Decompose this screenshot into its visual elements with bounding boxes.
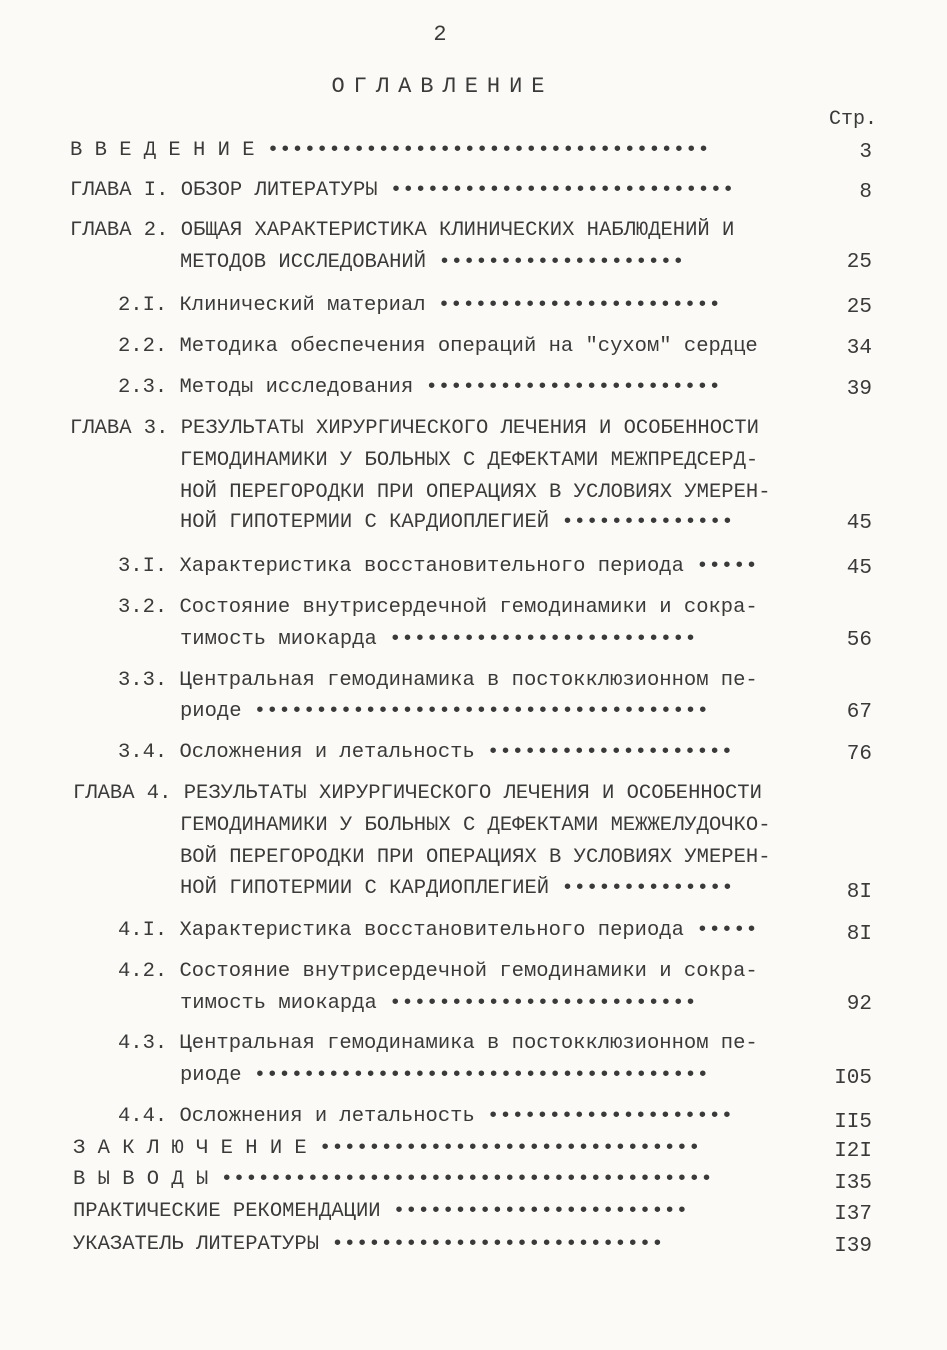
page-number: 2	[433, 22, 447, 47]
toc-line: НОЙ ГИПОТЕРМИИ С КАРДИОПЛЕГИЕЙ ••••••••••••••	[180, 877, 734, 900]
toc-line: 4.4. Осложнения и летальность ••••••••••••••••••••	[118, 1105, 734, 1128]
toc-line: 3.2. Состояние внутрисердечной гемодинамики и сокра-	[118, 596, 758, 619]
toc-page-number: 39	[846, 378, 872, 401]
toc-line: ГЕМОДИНАМИКИ У БОЛЬНЫХ С ДЕФЕКТАМИ МЕЖЖЕЛУДОЧКО-	[180, 814, 771, 837]
toc-line: ГЛАВА I. ОБЗОР ЛИТЕРАТУРЫ ••••••••••••••••••••••••••••	[70, 179, 735, 202]
toc-line: З А К Л Ю Ч Е Н И Е •••••••••••••••••••••••••••••••	[73, 1137, 701, 1160]
toc-line: 4.I. Характеристика восстановительного периода •••••	[118, 919, 758, 942]
toc-line: тимость миокарда •••••••••••••••••••••••••	[180, 992, 697, 1015]
toc-line: ГЛАВА 2. ОБЩАЯ ХАРАКТЕРИСТИКА КЛИНИЧЕСКИХ НАБЛЮДЕНИЙ И	[70, 219, 735, 242]
toc-line: НОЙ ГИПОТЕРМИИ С КАРДИОПЛЕГИЕЙ ••••••••••••••	[180, 511, 734, 534]
page-title: ОГЛАВЛЕНИЕ	[331, 74, 554, 99]
toc-line: тимость миокарда •••••••••••••••••••••••••	[180, 628, 697, 651]
toc-line: 4.2. Состояние внутрисердечной гемодинамики и сокра-	[118, 960, 758, 983]
toc-line: 2.I. Клинический материал •••••••••••••••••••••••	[118, 294, 721, 317]
toc-page-number: I35	[834, 1172, 872, 1195]
toc-page-number: 76	[846, 743, 872, 766]
toc-line: В В Е Д Е Н И Е ••••••••••••••••••••••••••••••••••••	[70, 139, 710, 162]
page-column-label: Стр.	[828, 108, 877, 131]
toc-line: 2.2. Методика обеспечения операций на "сухом" сердце	[118, 335, 758, 358]
toc-page-number: I05	[834, 1067, 872, 1090]
toc-line: ВОЙ ПЕРЕГОРОДКИ ПРИ ОПЕРАЦИЯХ В УСЛОВИЯХ УМЕРЕН-	[180, 846, 771, 869]
toc-page-number: 3	[859, 141, 872, 164]
toc-line: ГЛАВА 3. РЕЗУЛЬТАТЫ ХИРУРГИЧЕСКОГО ЛЕЧЕНИЯ И ОСОБЕННОСТИ	[70, 417, 759, 440]
toc-line: риоде •••••••••••••••••••••••••••••••••••••	[180, 700, 709, 723]
toc-line: риоде •••••••••••••••••••••••••••••••••••••	[180, 1064, 709, 1087]
toc-page-number: 56	[846, 629, 872, 652]
toc-line: 3.3. Центральная гемодинамика в постокклюзионном пе-	[118, 669, 758, 692]
toc-line: МЕТОДОВ ИССЛЕДОВАНИЙ ••••••••••••••••••••	[180, 251, 685, 274]
toc-line: НОЙ ПЕРЕГОРОДКИ ПРИ ОПЕРАЦИЯХ В УСЛОВИЯХ УМЕРЕН-	[180, 481, 771, 504]
toc-page-number: 8	[859, 181, 872, 204]
toc-page-number: 45	[846, 512, 872, 535]
toc-page-number: II5	[834, 1111, 872, 1134]
toc-page-number: 8I	[846, 923, 872, 946]
toc-page-number: 92	[846, 993, 872, 1016]
toc-line: 2.3. Методы исследования ••••••••••••••••••••••••	[118, 376, 721, 399]
toc-line: ГЛАВА 4. РЕЗУЛЬТАТЫ ХИРУРГИЧЕСКОГО ЛЕЧЕНИЯ И ОСОБЕННОСТИ	[73, 782, 762, 805]
toc-page-number: 67	[846, 701, 872, 724]
toc-line: ПРАКТИЧЕСКИЕ РЕКОМЕНДАЦИИ ••••••••••••••••••••••••	[73, 1200, 689, 1223]
toc-line: ГЕМОДИНАМИКИ У БОЛЬНЫХ С ДЕФЕКТАМИ МЕЖПРЕДСЕРД-	[180, 449, 759, 472]
toc-page-number: 25	[846, 296, 872, 319]
toc-line: 3.I. Характеристика восстановительного периода •••••	[118, 555, 758, 578]
toc-line: В Ы В О Д Ы ••••••••••••••••••••••••••••••••••••••••	[73, 1168, 713, 1191]
toc-line: 4.3. Центральная гемодинамика в постокклюзионном пе-	[118, 1032, 758, 1055]
toc-line: УКАЗАТЕЛЬ ЛИТЕРАТУРЫ •••••••••••••••••••••••••••	[73, 1233, 664, 1256]
toc-page-number: I37	[834, 1203, 872, 1226]
toc-page-number: I39	[834, 1235, 872, 1258]
toc-line: 3.4. Осложнения и летальность ••••••••••••••••••••	[118, 741, 734, 764]
toc-page-number: 34	[846, 337, 872, 360]
toc-page-number: 45	[846, 557, 872, 580]
toc-page-number: I2I	[834, 1140, 872, 1163]
toc-page-number: 8I	[846, 881, 872, 904]
toc-page-number: 25	[846, 251, 872, 274]
